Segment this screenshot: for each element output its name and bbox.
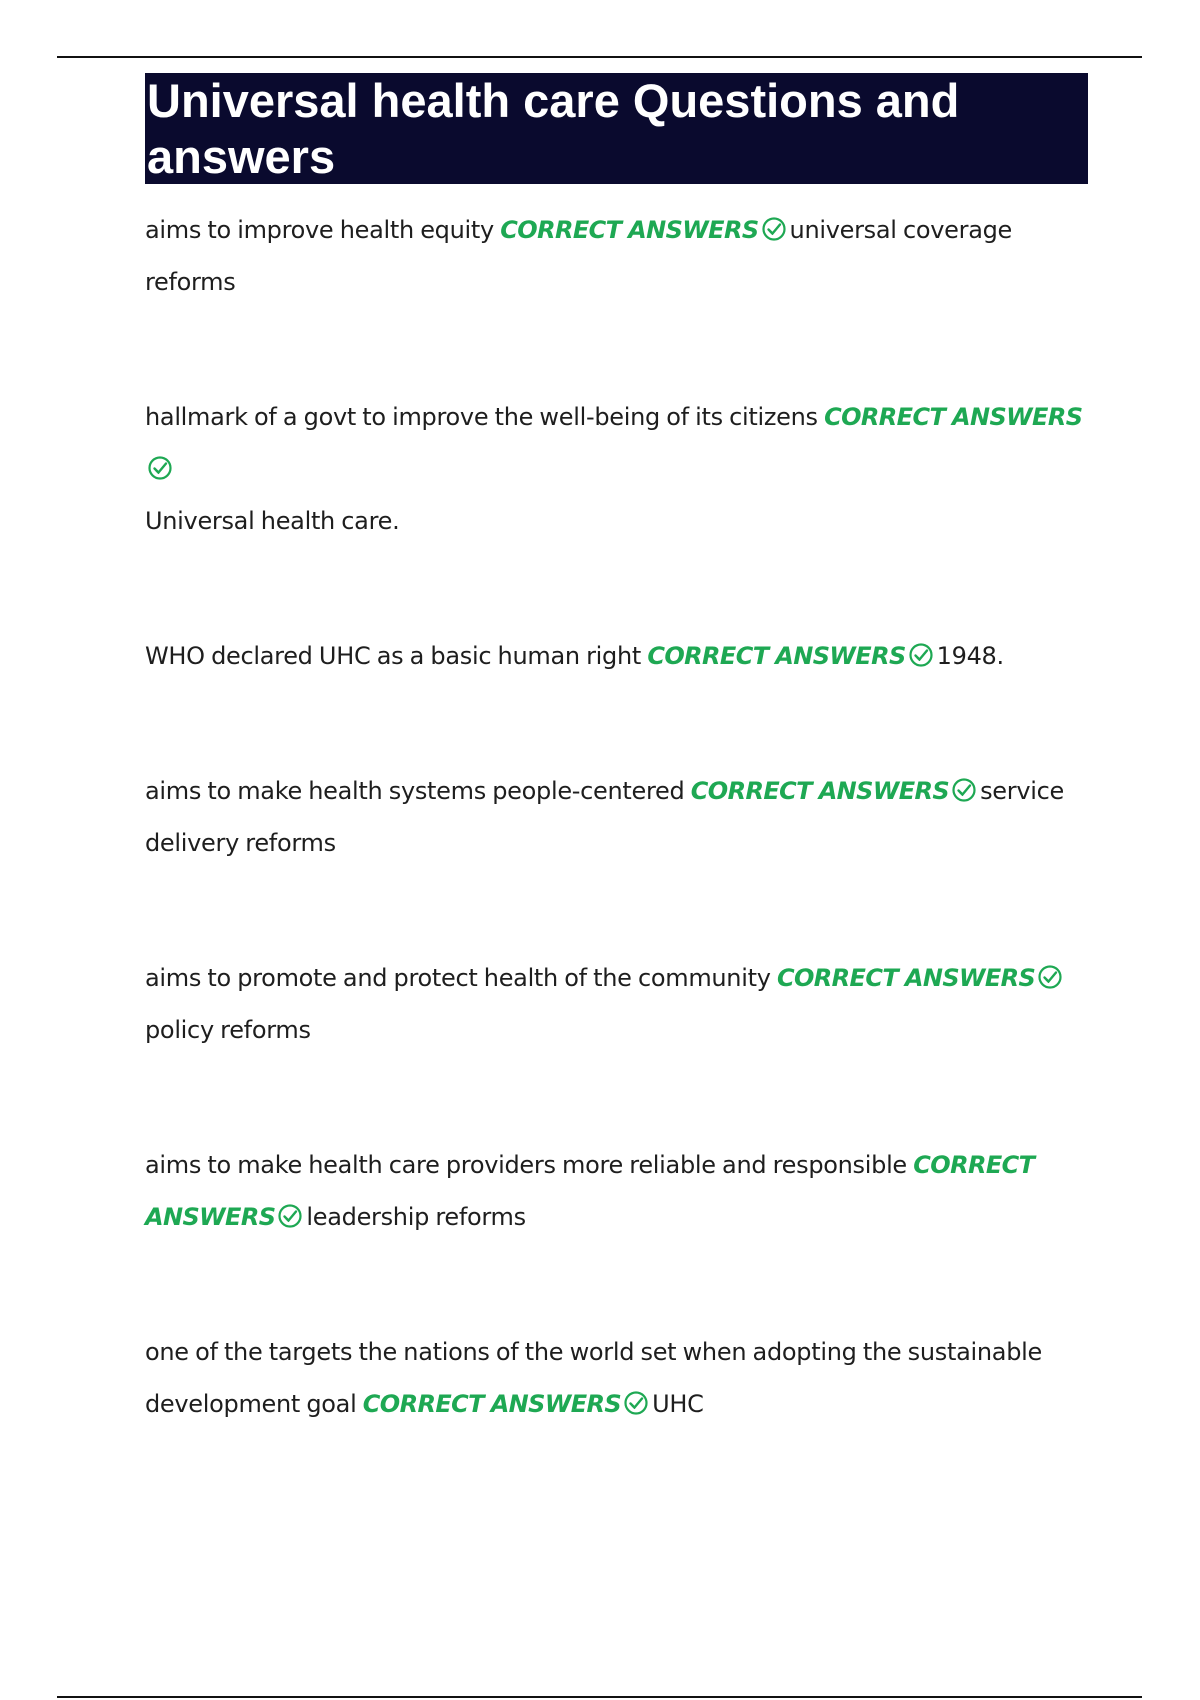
qa-item: [145, 630, 1095, 682]
answer-text: service delivery reforms: [145, 777, 1064, 857]
correct-answers-label: CORRECT ANSWERS: [690, 777, 950, 805]
correct-answers-label: CORRECT ANSWERS: [500, 216, 759, 244]
correct-answers-label: CORRECT ANSWERS: [824, 403, 1083, 431]
answer-text: Universal health care.: [145, 507, 400, 535]
check-circle-icon: [277, 1203, 303, 1229]
answer-text: leadership reforms: [306, 1203, 526, 1231]
check-circle-icon: [908, 642, 934, 668]
question-text: hallmark of a govt to improve the well-being of its citizens: [145, 403, 818, 431]
top-rule: [57, 56, 1142, 58]
page-title: Universal health care Questions and answers: [147, 74, 960, 183]
qa-item: [145, 1326, 1095, 1430]
question-text: aims to make health systems people-centered: [145, 777, 685, 805]
qa-item: [145, 1139, 1095, 1243]
question-text: aims to make health care providers more reliable and responsible: [145, 1151, 907, 1179]
answer-text: 1948.: [936, 642, 1004, 670]
check-circle-icon: [147, 455, 173, 481]
check-circle-icon: [1037, 964, 1063, 990]
answer-text: policy reforms: [145, 1016, 311, 1044]
qa-list: [145, 204, 1095, 1430]
answer-text: universal coverage reforms: [145, 216, 1013, 296]
qa-item: [145, 952, 1095, 1056]
answer-text: UHC: [652, 1390, 704, 1418]
qa-item: [145, 391, 1095, 547]
check-circle-icon: [623, 1390, 649, 1416]
question-text: WHO declared UHC as a basic human right: [145, 642, 641, 670]
title-banner: [145, 73, 1088, 184]
qa-item: [145, 204, 1095, 308]
question-text: aims to improve health equity: [145, 216, 494, 244]
question-text: aims to promote and protect health of the community: [145, 964, 771, 992]
question-text: one of the targets the nations of the world set when adopting the sustainable development goal: [145, 1338, 1042, 1418]
bottom-rule: [57, 1696, 1142, 1698]
check-circle-icon: [761, 216, 787, 242]
correct-answers-label: CORRECT ANSWERS: [776, 964, 1036, 992]
correct-answers-label: CORRECT ANSWERS: [647, 642, 906, 670]
check-circle-icon: [951, 777, 977, 803]
correct-answers-label: CORRECT ANSWERS: [145, 1151, 1035, 1231]
correct-answers-label: CORRECT ANSWERS: [362, 1390, 622, 1418]
qa-item: [145, 765, 1095, 869]
